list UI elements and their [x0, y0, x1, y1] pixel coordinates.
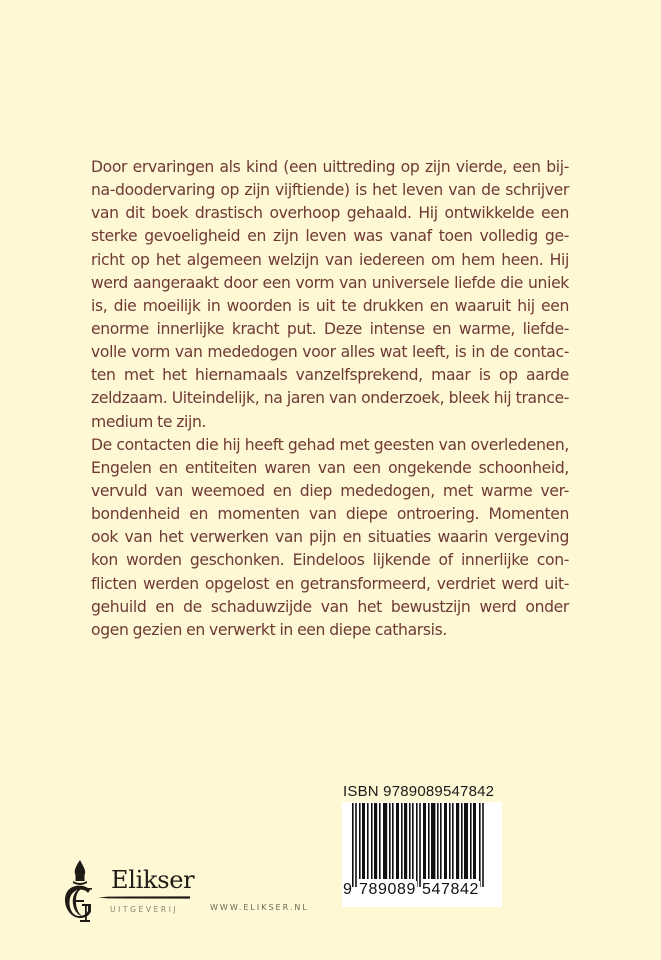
blurb-line: van dit boek drastisch overhoop gehaald. Hij ontwikkelde een — [91, 204, 569, 223]
candle-eg-monogram-icon — [60, 858, 104, 926]
barcode-digits-left: 789089 — [359, 881, 416, 898]
logo-underline-rule — [98, 896, 190, 899]
publisher-name: Elikser — [111, 866, 195, 894]
blurb-line: vervuld van weemoed en diep mededogen, met warme ver- — [91, 481, 569, 500]
blurb-line: kon worden geschonken. Eindeloos lijkende of innerlijke con- — [91, 551, 569, 570]
blurb-line: werd aangeraakt door een vorm van universele liefde die uniek — [91, 273, 569, 292]
blurb-line: volle vorm van mededogen voor alles wat leeft, is in de contac- — [91, 343, 569, 362]
barcode-digit-lead: 9 — [343, 881, 353, 898]
blurb-line: bondenheid en momenten van diepe ontroering. Momenten — [91, 505, 569, 524]
blurb-line: enorme innerlijke kracht put. Deze intense en warme, liefde- — [91, 319, 569, 338]
blurb-line: ogen gezien en verwerkt in een diepe catharsis. — [91, 620, 447, 639]
barcode-bars-icon — [352, 803, 484, 887]
back-cover-blurb — [91, 156, 569, 642]
blurb-line: is, die moeilijk in woorden is uit te drukken en waaruit hij een — [91, 296, 569, 315]
blurb-line: flicten werden opgelost en getransformeerd, verdriet werd uit- — [91, 574, 569, 593]
blurb-line: sterke gevoeligheid en zijn leven was vanaf toen volledig ge- — [91, 227, 569, 246]
blurb-line: richt op het algemeen welzijn van iedereen om hem heen. Hij — [91, 250, 569, 269]
barcode — [342, 802, 502, 907]
isbn-label: ISBN 9789089547842 — [343, 783, 495, 800]
blurb-line: ook van het verwerken van pijn en situaties waarin vergeving — [91, 528, 569, 547]
blurb-line: zeldzaam. Uiteindelijk, na jaren van onderzoek, bleek hij trance- — [91, 389, 569, 408]
barcode-digits-right: 547842 — [422, 881, 479, 898]
blurb-line: De contacten die hij heeft gehad met geesten van overledenen, — [91, 435, 569, 454]
blurb-line: Engelen en entiteiten waren van een ongekende schoonheid, — [91, 458, 569, 477]
blurb-line: na-doodervaring op zijn vijftiende) is het leven van de schrijver — [91, 181, 569, 200]
publisher-subtitle: UITGEVERIJ — [110, 905, 179, 914]
blurb-line: Door ervaringen als kind (een uittreding op zijn vierde, een bij- — [91, 158, 569, 176]
blurb-line: medium te zijn. — [91, 412, 207, 431]
publisher-website: WWW.ELIKSER.NL — [210, 903, 309, 912]
blurb-line: gehuild en de schaduwzijde van het bewustzijn werd onder — [91, 597, 569, 616]
blurb-line: ten met het hiernamaals vanzelfsprekend, maar is op aarde — [91, 366, 569, 385]
